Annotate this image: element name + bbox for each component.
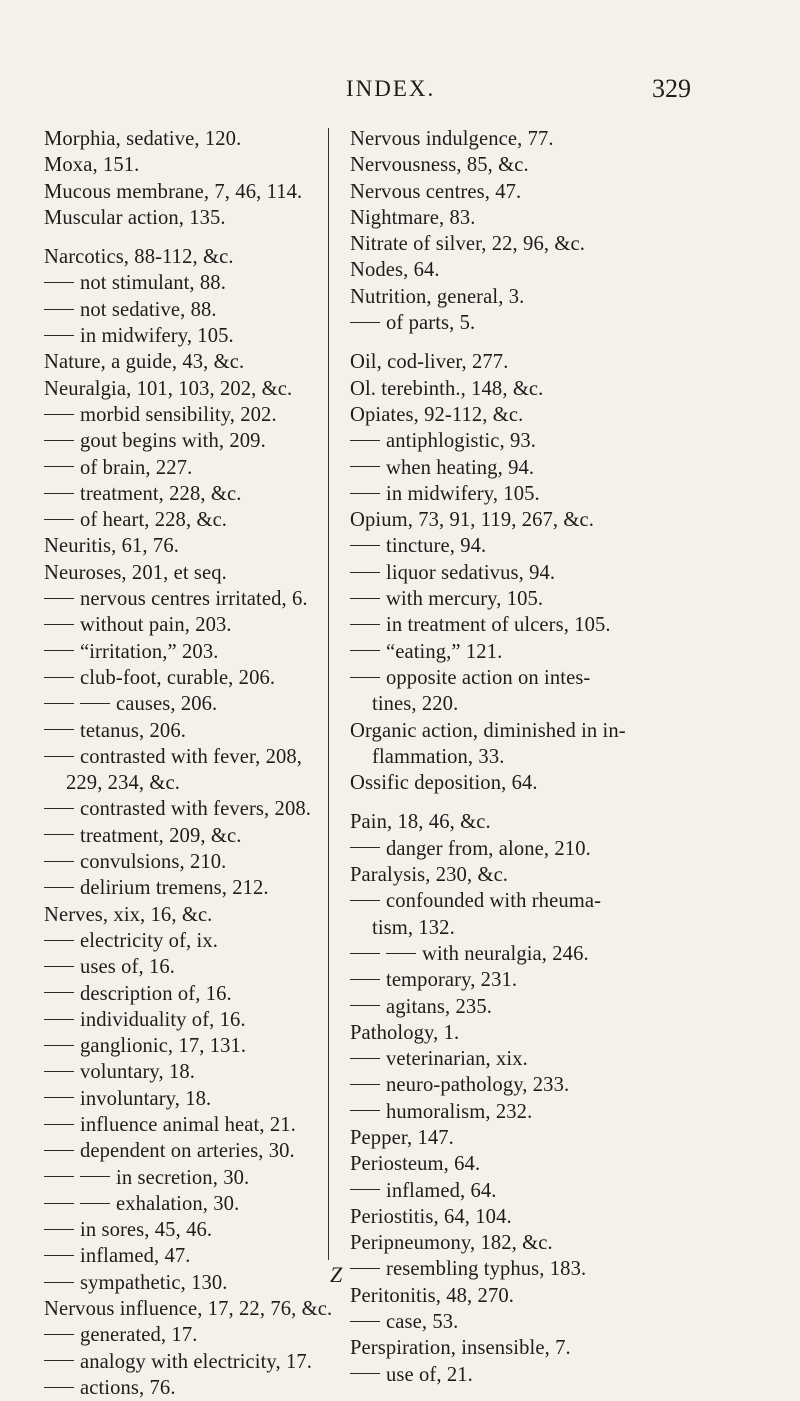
index-entry bbox=[350, 1335, 770, 1361]
entry-text: with mercury, 105. bbox=[386, 588, 544, 611]
index-entry bbox=[350, 1125, 770, 1151]
entry-text: ganglionic, 17, 131. bbox=[80, 1035, 247, 1058]
ditto-dash bbox=[350, 598, 380, 599]
index-subentry bbox=[44, 297, 326, 323]
entry-text: in midwifery, 105. bbox=[386, 482, 540, 505]
index-entry bbox=[44, 560, 326, 586]
ditto-dash bbox=[44, 1360, 74, 1361]
entry-text: Pathology, 1. bbox=[350, 1021, 460, 1044]
entry-text: Nature, a guide, 43, &c. bbox=[44, 351, 245, 374]
ditto-dash bbox=[350, 624, 380, 625]
entry-text: Nervousness, 85, &c. bbox=[350, 154, 529, 177]
index-entry bbox=[350, 1020, 770, 1046]
ditto-dash bbox=[44, 1176, 74, 1177]
index-subentry bbox=[350, 586, 770, 612]
index-entry-continuation bbox=[350, 915, 770, 941]
entry-text: Nervous centres, 47. bbox=[350, 180, 522, 203]
index-entry-continuation bbox=[44, 770, 326, 796]
entry-text: dependent on arteries, 30. bbox=[80, 1140, 295, 1163]
index-subentry bbox=[350, 1099, 770, 1125]
index-subentry bbox=[44, 586, 326, 612]
index-subentry bbox=[44, 691, 326, 717]
index-entry bbox=[350, 402, 770, 428]
entry-text: Mucous membrane, 7, 46, 114. bbox=[44, 180, 303, 203]
entry-text: Pain, 18, 46, &c. bbox=[350, 811, 491, 834]
entry-text: 229, 234, &c. bbox=[66, 772, 180, 795]
entry-text: Peritonitis, 48, 270. bbox=[350, 1284, 514, 1307]
ditto-dash bbox=[44, 414, 74, 415]
entry-text: antiphlogistic, 93. bbox=[386, 430, 537, 453]
ditto-dash bbox=[350, 900, 380, 901]
ditto-dash bbox=[80, 703, 110, 704]
index-entry bbox=[350, 862, 770, 888]
ditto-dash bbox=[44, 992, 74, 993]
column-divider bbox=[328, 128, 329, 1260]
ditto-dash bbox=[44, 861, 74, 862]
entry-text: not sedative, 88. bbox=[80, 298, 217, 321]
entry-text: Periosteum, 64. bbox=[350, 1153, 481, 1176]
index-entry bbox=[350, 718, 770, 744]
ditto-dash bbox=[350, 979, 380, 980]
entry-text: Periostitis, 64, 104. bbox=[350, 1205, 512, 1228]
index-subentry bbox=[350, 1256, 770, 1282]
index-entry bbox=[350, 1283, 770, 1309]
ditto-dash bbox=[44, 1334, 74, 1335]
index-subentry bbox=[44, 744, 326, 770]
index-entry bbox=[44, 533, 326, 559]
index-subentry bbox=[44, 1059, 326, 1085]
index-entry bbox=[350, 179, 770, 205]
entry-text: influence animal heat, 21. bbox=[80, 1113, 296, 1136]
ditto-dash bbox=[44, 1019, 74, 1020]
index-subentry bbox=[44, 1191, 326, 1217]
index-subentry bbox=[44, 639, 326, 665]
entry-text: uses of, 16. bbox=[80, 956, 176, 979]
entry-text: “eating,” 121. bbox=[386, 640, 503, 663]
ditto-dash bbox=[44, 940, 74, 941]
entry-text: club-foot, curable, 206. bbox=[80, 666, 276, 689]
index-subentry bbox=[44, 849, 326, 875]
index-subentry bbox=[350, 560, 770, 586]
index-entry bbox=[350, 770, 770, 796]
ditto-dash bbox=[350, 1321, 380, 1322]
entry-text: Opiates, 92-112, &c. bbox=[350, 403, 524, 426]
index-subentry bbox=[44, 796, 326, 822]
entry-text: opposite action on intes- bbox=[386, 666, 591, 689]
index-subentry bbox=[44, 981, 326, 1007]
entry-text: treatment, 209, &c. bbox=[80, 824, 242, 847]
entry-text: Nervous influence, 17, 22, 76, &c. bbox=[44, 1298, 333, 1321]
entry-text: Opium, 73, 91, 119, 267, &c. bbox=[350, 509, 595, 532]
entry-text: gout begins with, 209. bbox=[80, 430, 266, 453]
entry-text: “irritation,” 203. bbox=[80, 640, 219, 663]
index-subentry bbox=[350, 310, 770, 336]
ditto-dash bbox=[350, 466, 380, 467]
index-subentry bbox=[44, 928, 326, 954]
running-header bbox=[0, 74, 800, 110]
entry-text: in treatment of ulcers, 105. bbox=[386, 614, 611, 637]
index-subentry bbox=[44, 1217, 326, 1243]
ditto-dash bbox=[44, 598, 74, 599]
entry-text: involuntary, 18. bbox=[80, 1087, 212, 1110]
index-entry bbox=[44, 376, 326, 402]
index-subentry bbox=[350, 639, 770, 665]
ditto-dash bbox=[350, 1084, 380, 1085]
ditto-dash bbox=[350, 1110, 380, 1111]
entry-text: tism, 132. bbox=[372, 916, 455, 939]
ditto-dash bbox=[44, 650, 74, 651]
ditto-dash bbox=[350, 847, 380, 848]
index-subentry bbox=[44, 1112, 326, 1138]
entry-text: confounded with rheuma- bbox=[386, 890, 602, 913]
index-subentry bbox=[350, 533, 770, 559]
index-entry bbox=[350, 809, 770, 835]
index-subentry bbox=[44, 1375, 326, 1401]
index-entry bbox=[350, 205, 770, 231]
index-subentry bbox=[350, 1309, 770, 1335]
entry-text: Nightmare, 83. bbox=[350, 206, 476, 229]
entry-text: Nervous indulgence, 77. bbox=[350, 128, 554, 150]
entry-text: contrasted with fever, 208, bbox=[80, 745, 303, 768]
entry-text: veterinarian, xix. bbox=[386, 1048, 528, 1071]
index-subentry bbox=[44, 1322, 326, 1348]
entry-text: generated, 17. bbox=[80, 1324, 198, 1347]
index-subentry bbox=[350, 1072, 770, 1098]
ditto-dash bbox=[44, 834, 74, 835]
ditto-dash bbox=[386, 953, 416, 954]
entry-text: Moxa, 151. bbox=[44, 154, 140, 177]
index-entry bbox=[350, 257, 770, 283]
entry-text: Oil, cod-liver, 277. bbox=[350, 351, 509, 374]
entry-text: Perspiration, insensible, 7. bbox=[350, 1337, 571, 1360]
entry-text: flammation, 33. bbox=[372, 745, 505, 768]
ditto-dash bbox=[44, 466, 74, 467]
ditto-dash bbox=[44, 756, 74, 757]
entry-text: analogy with electricity, 17. bbox=[80, 1350, 313, 1373]
ditto-dash bbox=[44, 1387, 74, 1388]
entry-text: inflamed, 47. bbox=[80, 1245, 191, 1268]
ditto-dash bbox=[44, 703, 74, 704]
index-subentry bbox=[44, 1086, 326, 1112]
index-subentry bbox=[44, 718, 326, 744]
ditto-dash bbox=[44, 519, 74, 520]
entry-text: in midwifery, 105. bbox=[80, 325, 234, 348]
index-subentry bbox=[350, 1046, 770, 1072]
index-subentry bbox=[44, 665, 326, 691]
ditto-dash bbox=[44, 1203, 74, 1204]
index-entry-continuation bbox=[350, 691, 770, 717]
index-subentry bbox=[350, 994, 770, 1020]
index-subentry bbox=[44, 481, 326, 507]
ditto-dash bbox=[44, 1150, 74, 1151]
ditto-dash bbox=[350, 1005, 380, 1006]
entry-text: Narcotics, 88-112, &c. bbox=[44, 246, 234, 269]
ditto-dash bbox=[44, 1282, 74, 1283]
entry-text: in sores, 45, 46. bbox=[80, 1219, 213, 1242]
entry-text: Neuralgia, 101, 103, 202, &c. bbox=[44, 377, 293, 400]
ditto-dash bbox=[350, 572, 380, 573]
index-entry bbox=[350, 231, 770, 257]
header-title: INDEX. bbox=[346, 76, 436, 101]
index-entry bbox=[350, 376, 770, 402]
entry-text: Ol. terebinth., 148, &c. bbox=[350, 377, 544, 400]
ditto-dash bbox=[350, 677, 380, 678]
entry-text: delirium tremens, 212. bbox=[80, 877, 269, 900]
entry-text: temporary, 231. bbox=[386, 969, 518, 992]
page-number: 329 bbox=[652, 74, 691, 103]
entry-text: Paralysis, 230, &c. bbox=[350, 864, 509, 887]
entry-text: liquor sedativus, 94. bbox=[386, 561, 556, 584]
entry-text: Ossific deposition, 64. bbox=[350, 772, 538, 795]
index-entry bbox=[350, 1151, 770, 1177]
ditto-dash bbox=[44, 335, 74, 336]
ditto-dash bbox=[44, 1071, 74, 1072]
ditto-dash bbox=[44, 1229, 74, 1230]
index-subentry bbox=[44, 1243, 326, 1269]
entry-text: electricity of, ix. bbox=[80, 929, 218, 952]
index-entry bbox=[350, 1204, 770, 1230]
ditto-dash bbox=[44, 1255, 74, 1256]
entry-text: danger from, alone, 210. bbox=[386, 837, 591, 860]
index-entry bbox=[350, 349, 770, 375]
entry-text: Nerves, xix, 16, &c. bbox=[44, 903, 213, 926]
entry-text: nervous centres irritated, 6. bbox=[80, 588, 308, 611]
entry-text: neuro-pathology, 233. bbox=[386, 1074, 570, 1097]
ditto-dash bbox=[350, 1373, 380, 1374]
entry-text: case, 53. bbox=[386, 1311, 459, 1334]
ditto-dash bbox=[44, 808, 74, 809]
index-entry bbox=[350, 1230, 770, 1256]
index-entry bbox=[44, 244, 326, 270]
ditto-dash bbox=[44, 1124, 74, 1125]
index-subentry bbox=[44, 612, 326, 638]
index-subentry bbox=[350, 612, 770, 638]
index-subentry bbox=[350, 481, 770, 507]
entry-text: Morphia, sedative, 120. bbox=[44, 128, 242, 150]
index-column-right bbox=[350, 126, 770, 1388]
index-subentry bbox=[350, 665, 770, 691]
section-gap bbox=[350, 796, 770, 809]
index-subentry bbox=[44, 1007, 326, 1033]
entry-text: treatment, 228, &c. bbox=[80, 482, 242, 505]
index-subentry bbox=[350, 1178, 770, 1204]
index-entry bbox=[44, 349, 326, 375]
entry-text: Pepper, 147. bbox=[350, 1126, 454, 1149]
index-subentry bbox=[44, 1165, 326, 1191]
index-subentry bbox=[44, 823, 326, 849]
ditto-dash bbox=[350, 1189, 380, 1190]
entry-text: causes, 206. bbox=[116, 693, 218, 716]
index-entry bbox=[350, 507, 770, 533]
ditto-dash bbox=[44, 309, 74, 310]
entry-text: morbid sensibility, 202. bbox=[80, 403, 277, 426]
signature-mark: Z bbox=[330, 1262, 343, 1287]
index-subentry bbox=[44, 1270, 326, 1296]
index-entry bbox=[44, 179, 326, 205]
index-subentry bbox=[44, 323, 326, 349]
index-subentry bbox=[350, 941, 770, 967]
entry-text: tines, 220. bbox=[372, 693, 459, 716]
entry-text: individuality of, 16. bbox=[80, 1008, 246, 1031]
entry-text: Neuritis, 61, 76. bbox=[44, 535, 179, 558]
entry-text: description of, 16. bbox=[80, 982, 232, 1005]
ditto-dash bbox=[350, 1268, 380, 1269]
entry-text: Nitrate of silver, 22, 96, &c. bbox=[350, 233, 585, 256]
index-entry bbox=[44, 126, 326, 152]
entry-text: Nodes, 64. bbox=[350, 259, 440, 282]
entry-text: actions, 76. bbox=[80, 1376, 176, 1399]
entry-text: agitans, 235. bbox=[386, 995, 492, 1018]
section-gap bbox=[350, 336, 770, 349]
index-subentry bbox=[44, 875, 326, 901]
ditto-dash bbox=[350, 1058, 380, 1059]
index-column-left bbox=[44, 126, 333, 1401]
entry-text: contrasted with fevers, 208. bbox=[80, 798, 311, 821]
ditto-dash bbox=[350, 545, 380, 546]
entry-text: use of, 21. bbox=[386, 1363, 473, 1386]
ditto-dash bbox=[80, 1176, 110, 1177]
index-subentry bbox=[350, 967, 770, 993]
ditto-dash bbox=[350, 493, 380, 494]
entry-text: tincture, 94. bbox=[386, 535, 487, 558]
index-entry bbox=[44, 1296, 333, 1322]
entry-text: inflamed, 64. bbox=[386, 1179, 497, 1202]
entry-text: convulsions, 210. bbox=[80, 851, 227, 874]
section-gap bbox=[44, 231, 326, 244]
index-subentry bbox=[44, 455, 326, 481]
ditto-dash bbox=[44, 624, 74, 625]
index-subentry bbox=[350, 455, 770, 481]
ditto-dash bbox=[350, 650, 380, 651]
index-subentry bbox=[44, 1349, 326, 1375]
entry-text: Muscular action, 135. bbox=[44, 206, 226, 229]
index-entry-continuation bbox=[350, 744, 770, 770]
ditto-dash bbox=[350, 953, 380, 954]
index-entry bbox=[350, 126, 770, 152]
index-entry bbox=[44, 902, 326, 928]
ditto-dash bbox=[44, 282, 74, 283]
ditto-dash bbox=[350, 440, 380, 441]
index-subentry bbox=[44, 1033, 326, 1059]
entry-text: resembling typhus, 183. bbox=[386, 1258, 587, 1281]
index-subentry bbox=[44, 402, 326, 428]
index-subentry bbox=[44, 954, 326, 980]
entry-text: sympathetic, 130. bbox=[80, 1271, 228, 1294]
entry-text: not stimulant, 88. bbox=[80, 272, 226, 295]
index-subentry bbox=[350, 1362, 770, 1388]
ditto-dash bbox=[44, 729, 74, 730]
entry-text: exhalation, 30. bbox=[116, 1192, 240, 1215]
index-entry bbox=[350, 152, 770, 178]
index-subentry bbox=[44, 1138, 326, 1164]
index-entry bbox=[350, 284, 770, 310]
entry-text: without pain, 203. bbox=[80, 614, 232, 637]
entry-text: with neuralgia, 246. bbox=[422, 942, 589, 965]
index-entry bbox=[44, 152, 326, 178]
entry-text: Organic action, diminished in in- bbox=[350, 719, 626, 742]
ditto-dash bbox=[44, 1045, 74, 1046]
ditto-dash bbox=[44, 1097, 74, 1098]
index-subentry bbox=[44, 428, 326, 454]
index-subentry bbox=[44, 270, 326, 296]
index-entry bbox=[44, 205, 326, 231]
entry-text: Neuroses, 201, et seq. bbox=[44, 561, 227, 584]
ditto-dash bbox=[80, 1203, 110, 1204]
entry-text: of heart, 228, &c. bbox=[80, 509, 228, 532]
entry-text: of parts, 5. bbox=[386, 312, 476, 335]
ditto-dash bbox=[350, 322, 380, 323]
entry-text: when heating, 94. bbox=[386, 456, 535, 479]
index-subentry bbox=[350, 836, 770, 862]
entry-text: voluntary, 18. bbox=[80, 1061, 196, 1084]
entry-text: of brain, 227. bbox=[80, 456, 193, 479]
entry-text: Peripneumony, 182, &c. bbox=[350, 1232, 553, 1255]
index-subentry bbox=[350, 888, 770, 914]
ditto-dash bbox=[44, 887, 74, 888]
ditto-dash bbox=[44, 493, 74, 494]
ditto-dash bbox=[44, 966, 74, 967]
entry-text: humoralism, 232. bbox=[386, 1100, 533, 1123]
entry-text: tetanus, 206. bbox=[80, 719, 186, 742]
entry-text: Nutrition, general, 3. bbox=[350, 285, 525, 308]
ditto-dash bbox=[44, 677, 74, 678]
index-subentry bbox=[350, 428, 770, 454]
entry-text: in secretion, 30. bbox=[116, 1166, 250, 1189]
ditto-dash bbox=[44, 440, 74, 441]
index-subentry bbox=[44, 507, 326, 533]
